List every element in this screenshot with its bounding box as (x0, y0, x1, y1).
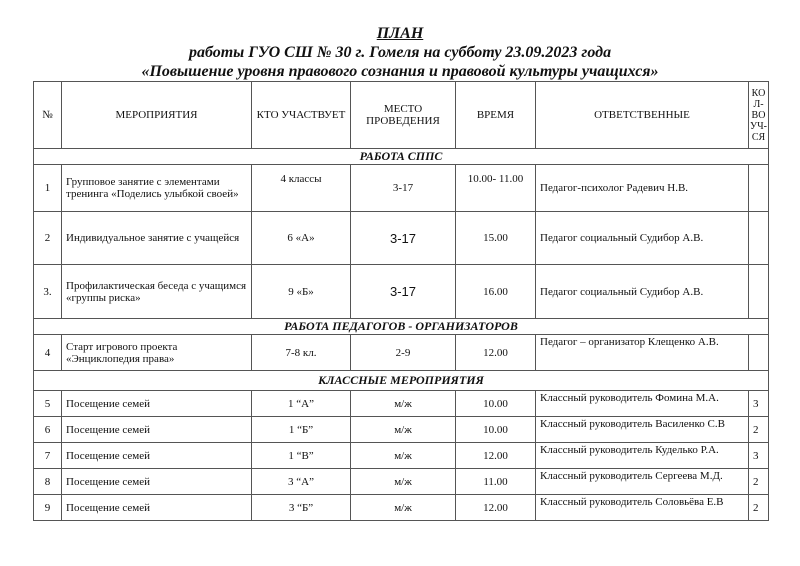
cell-event: Посещение семей (62, 391, 252, 417)
cell-num: 6 (34, 417, 62, 443)
cell-count (749, 212, 769, 265)
section-row (34, 371, 769, 391)
cell-time: 12.00 (456, 443, 536, 469)
cell-who: 3 “Б” (252, 495, 351, 521)
section-title: РАБОТА ПЕДАГОГОВ - ОРГАНИЗАТОРОВ (34, 319, 769, 335)
table-row (34, 265, 769, 319)
header-who: КТО УЧАСТВУЕТ (252, 82, 351, 149)
cell-num: 9 (34, 495, 62, 521)
cell-time: 10.00 (456, 391, 536, 417)
cell-count: 2 (749, 495, 769, 521)
cell-place: м/ж (351, 417, 456, 443)
table-row (34, 417, 769, 443)
cell-who: 7-8 кл. (252, 335, 351, 371)
table-row (34, 469, 769, 495)
cell-place: 2-9 (351, 335, 456, 371)
header-row (34, 82, 769, 149)
subtitle: работы ГУО СШ № 30 г. Гомеля на субботу 23.09.2023 года (188, 44, 612, 61)
section-row (34, 319, 769, 335)
cell-time: 15.00 (456, 212, 536, 265)
cell-time: 16.00 (456, 265, 536, 319)
cell-count (749, 335, 769, 371)
cell-resp: Классный руководитель Фомина М.А. (536, 391, 749, 417)
header-place: МЕСТО ПРОВЕДЕНИЯ (351, 82, 456, 149)
section-title: РАБОТА СППС (34, 149, 769, 165)
cell-time: 12.00 (456, 335, 536, 371)
cell-event: Групповое занятие с элементами тренинга «Поделись улыбкой своей» (62, 165, 252, 212)
cell-who: 3 “А” (252, 469, 351, 495)
cell-who: 1 “А” (252, 391, 351, 417)
cell-count: 2 (749, 469, 769, 495)
cell-time: 10.00- 11.00 (456, 165, 536, 212)
cell-who: 1 “В” (252, 443, 351, 469)
cell-resp: Классный руководитель Василенко С.В (536, 417, 749, 443)
cell-num: 1 (34, 165, 62, 212)
cell-num: 7 (34, 443, 62, 469)
table-row (34, 443, 769, 469)
cell-num: 5 (34, 391, 62, 417)
cell-place: 3-17 (351, 165, 456, 212)
cell-who: 1 “Б” (252, 417, 351, 443)
plan-table (33, 81, 769, 521)
header-num: № (34, 82, 62, 149)
section-title: КЛАССНЫЕ МЕРОПРИЯТИЯ (34, 371, 769, 391)
cell-resp: Классный руководитель Соловьёва Е.В (536, 495, 749, 521)
cell-count: 3 (749, 391, 769, 417)
table-row (34, 391, 769, 417)
cell-time: 10.00 (456, 417, 536, 443)
cell-count: 2 (749, 417, 769, 443)
cell-place: м/ж (351, 495, 456, 521)
cell-resp: Классный руководитель Сергеева М.Д. (536, 469, 749, 495)
cell-event: Профилактическая беседа с учащимся «группы риска» (62, 265, 252, 319)
cell-time: 11.00 (456, 469, 536, 495)
cell-event: Посещение семей (62, 469, 252, 495)
cell-num: 3. (34, 265, 62, 319)
cell-count (749, 165, 769, 212)
cell-time: 12.00 (456, 495, 536, 521)
cell-event: Посещение семей (62, 443, 252, 469)
header-count: КО Л- ВО УЧ- СЯ (749, 82, 769, 149)
document-header (0, 24, 800, 81)
section-row (34, 149, 769, 165)
cell-resp: Педагог социальный Судибор А.В. (536, 265, 749, 319)
cell-who: 4 классы (252, 165, 351, 212)
header-time: ВРЕМЯ (456, 82, 536, 149)
cell-num: 4 (34, 335, 62, 371)
cell-event: Посещение семей (62, 417, 252, 443)
cell-resp: Педагог – организатор Клещенко А.В. (536, 335, 749, 371)
cell-event: Посещение семей (62, 495, 252, 521)
table-row (34, 212, 769, 265)
header-event: МЕРОПРИЯТИЯ (62, 82, 252, 149)
cell-place: 3-17 (351, 265, 456, 319)
cell-count (749, 265, 769, 319)
table-row (34, 335, 769, 371)
cell-who: 6 «А» (252, 212, 351, 265)
cell-place: 3-17 (351, 212, 456, 265)
cell-num: 2 (34, 212, 62, 265)
cell-resp: Педагог-психолог Радевич Н.В. (536, 165, 749, 212)
cell-event: Индивидуальное занятие с учащейся (62, 212, 252, 265)
cell-count: 3 (749, 443, 769, 469)
theme: «Повышение уровня правового сознания и правовой культуры учащихся» (141, 63, 659, 80)
table-row (34, 165, 769, 212)
table-row (34, 495, 769, 521)
title: ПЛАН (376, 25, 424, 42)
cell-resp: Педагог социальный Судибор А.В. (536, 212, 749, 265)
cell-place: м/ж (351, 469, 456, 495)
cell-event: Старт игрового проекта «Энциклопедия права» (62, 335, 252, 371)
cell-place: м/ж (351, 443, 456, 469)
header-resp: ОТВЕТСТВЕННЫЕ (536, 82, 749, 149)
cell-resp: Классный руководитель Куделько Р.А. (536, 443, 749, 469)
cell-who: 9 «Б» (252, 265, 351, 319)
cell-num: 8 (34, 469, 62, 495)
cell-place: м/ж (351, 391, 456, 417)
